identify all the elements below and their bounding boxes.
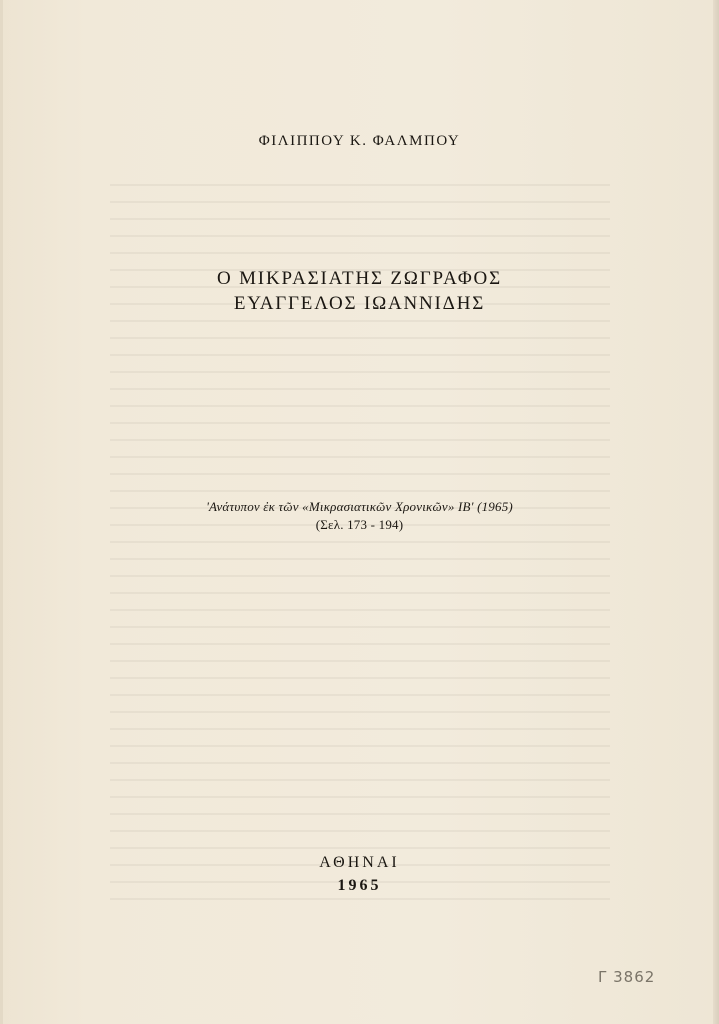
- publication-city: ΑΘΗΝΑΙ: [319, 854, 400, 871]
- handwritten-call-number: Γ 3862: [598, 968, 656, 986]
- title-line-1: Ο ΜΙΚΡΑΣΙΑΤΗΣ ΖΩΓΡΑΦΟΣ: [217, 268, 502, 289]
- title-line-2: ΕΥΑΓΓΕΛΟΣ ΙΩΑΝΝΙΔΗΣ: [233, 293, 486, 314]
- page-range: (Σελ. 173 - 194): [315, 517, 404, 532]
- publication-year: 1965: [337, 877, 382, 894]
- reprint-note: 'Ανάτυπον ἐκ τῶν «Μικρασιατικῶν Χρονικῶν» ΙΒ' (1965): [206, 499, 513, 514]
- author-name: ΦΙΛΙΠΠΟΥ Κ. ΦΑΛΜΠΟΥ: [258, 133, 461, 149]
